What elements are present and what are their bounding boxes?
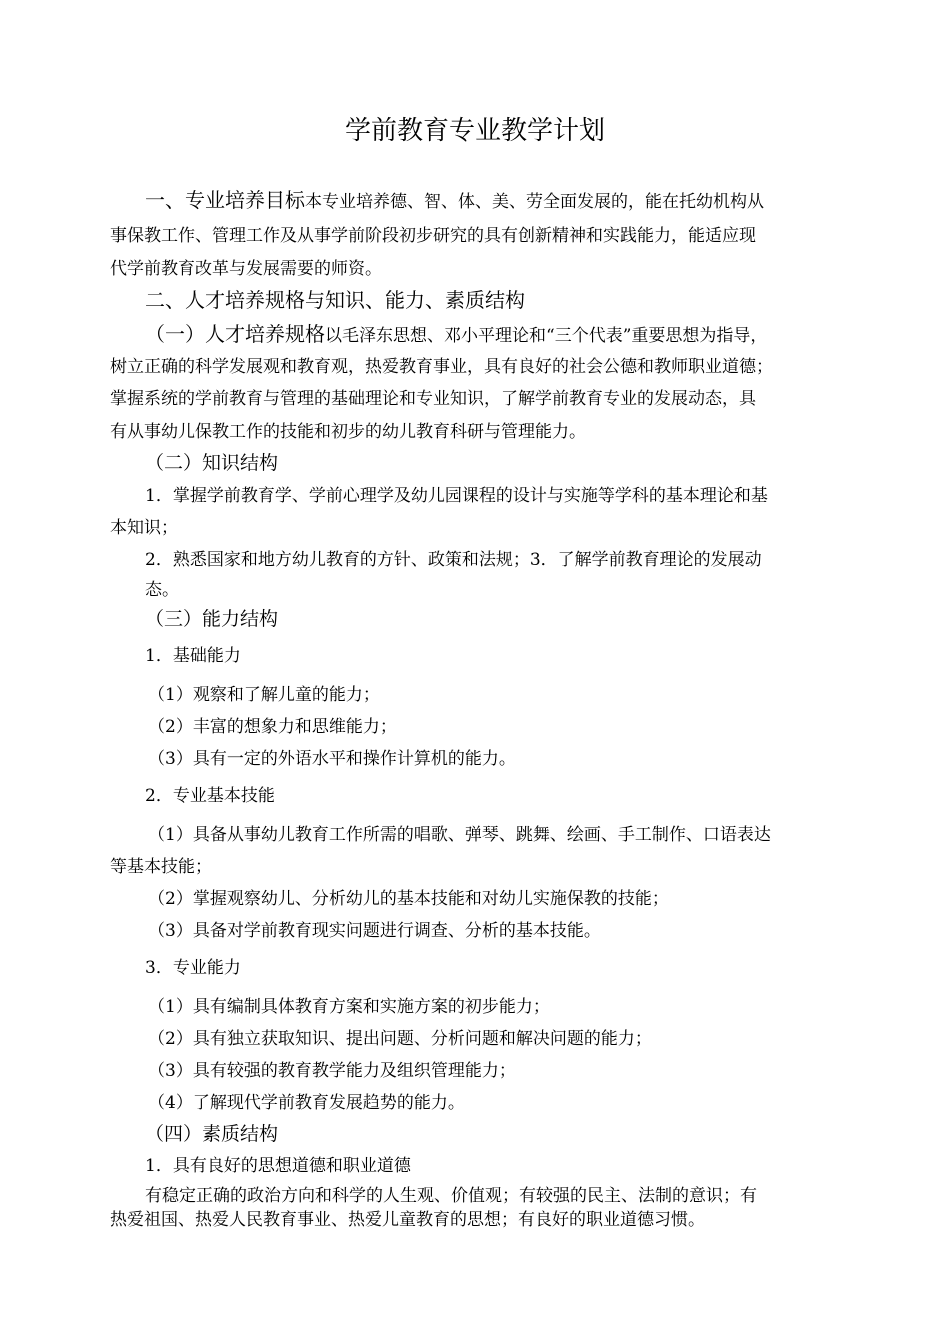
- sub2-heading: （二）知识结构: [145, 452, 279, 474]
- sub1-line3: 掌握系统的学前教育与管理的基础理论和专业知识，了解学前教育专业的发展动态，具: [110, 389, 756, 409]
- sub2-item1-line2: 本知识；: [110, 518, 178, 538]
- quality-para-line2: 热爱祖国、热爱人民教育事业、热爱儿童教育的思想；有良好的职业道德习惯。: [110, 1210, 705, 1230]
- sub1-text1: 以毛泽东思想、邓小平理论和“三个代表”重要思想为指导，: [325, 326, 768, 346]
- basic-ability-item: （1）观察和了解儿童的能力；: [148, 685, 380, 705]
- prof-ability-item: （1）具有编制具体教育方案和实施方案的初步能力；: [148, 997, 550, 1017]
- sub3-heading: （三）能力结构: [145, 608, 279, 630]
- sub4-heading: （四）素质结构: [145, 1123, 279, 1145]
- sub1-line4: 有从事幼儿保教工作的技能和初步的幼儿教育科研与管理能力。: [110, 422, 586, 442]
- section1-line2: 事保教工作、管理工作及从事学前阶段初步研究的具有创新精神和实践能力，能适应现: [110, 226, 756, 246]
- prof-ability-item: （4）了解现代学前教育发展趋势的能力。: [148, 1093, 465, 1113]
- quality-item1-title: 1．具有良好的思想道德和职业道德: [145, 1156, 411, 1176]
- sub1-heading: （一）人才培养规格: [145, 322, 325, 346]
- section1-heading: 一、专业培养目标: [145, 188, 305, 212]
- sub2-item2-line2: 态。: [145, 580, 179, 600]
- skills-item3: （3）具备对学前教育现实问题进行调查、分析的基本技能。: [148, 921, 601, 941]
- quality-para-line1: 有稳定正确的政治方向和科学的人生观、价值观；有较强的民主、法制的意识；有: [145, 1186, 757, 1206]
- prof-ability-item: （2）具有独立获取知识、提出问题、分析问题和解决问题的能力；: [148, 1029, 652, 1049]
- section2-heading: 二、人才培养规格与知识、能力、素质结构: [145, 288, 525, 312]
- prof-ability-item: （3）具有较强的教育教学能力及组织管理能力；: [148, 1061, 516, 1081]
- sub1-line2: 树立正确的科学发展观和教育观，热爱教育事业，具有良好的社会公德和教师职业道德；: [110, 357, 773, 377]
- section1-text1: 本专业培养德、智、体、美、劳全面发展的，能在托幼机构从: [305, 192, 764, 212]
- section1-line3: 代学前教育改革与发展需要的师资。: [110, 259, 382, 279]
- basic-ability-item: （3）具有一定的外语水平和操作计算机的能力。: [148, 749, 516, 769]
- skills-item1-line1: （1）具备从事幼儿教育工作所需的唱歌、弹琴、跳舞、绘画、手工制作、口语表达: [148, 825, 771, 845]
- document-title: 学前教育专业教学计划: [344, 116, 605, 146]
- sub2-item1-line1: 1．掌握学前教育学、学前心理学及幼儿园课程的设计与实施等学科的基本理论和基: [145, 486, 768, 506]
- prof-ability-title: 3．专业能力: [145, 958, 241, 978]
- basic-ability-title: 1．基础能力: [145, 646, 241, 666]
- sub2-item2-line1: 2．熟悉国家和地方幼儿教育的方针、政策和法规；3．了解学前教育理论的发展动: [145, 550, 762, 570]
- basic-ability-item: （2）丰富的想象力和思维能力；: [148, 717, 397, 737]
- sub1-line1: [145, 322, 767, 348]
- skills-item2: （2）掌握观察幼儿、分析幼儿的基本技能和对幼儿实施保教的技能；: [148, 889, 669, 909]
- section1-line1: [145, 188, 764, 214]
- skills-title: 2．专业基本技能: [145, 786, 275, 806]
- skills-item1-line2: 等基本技能；: [110, 857, 212, 877]
